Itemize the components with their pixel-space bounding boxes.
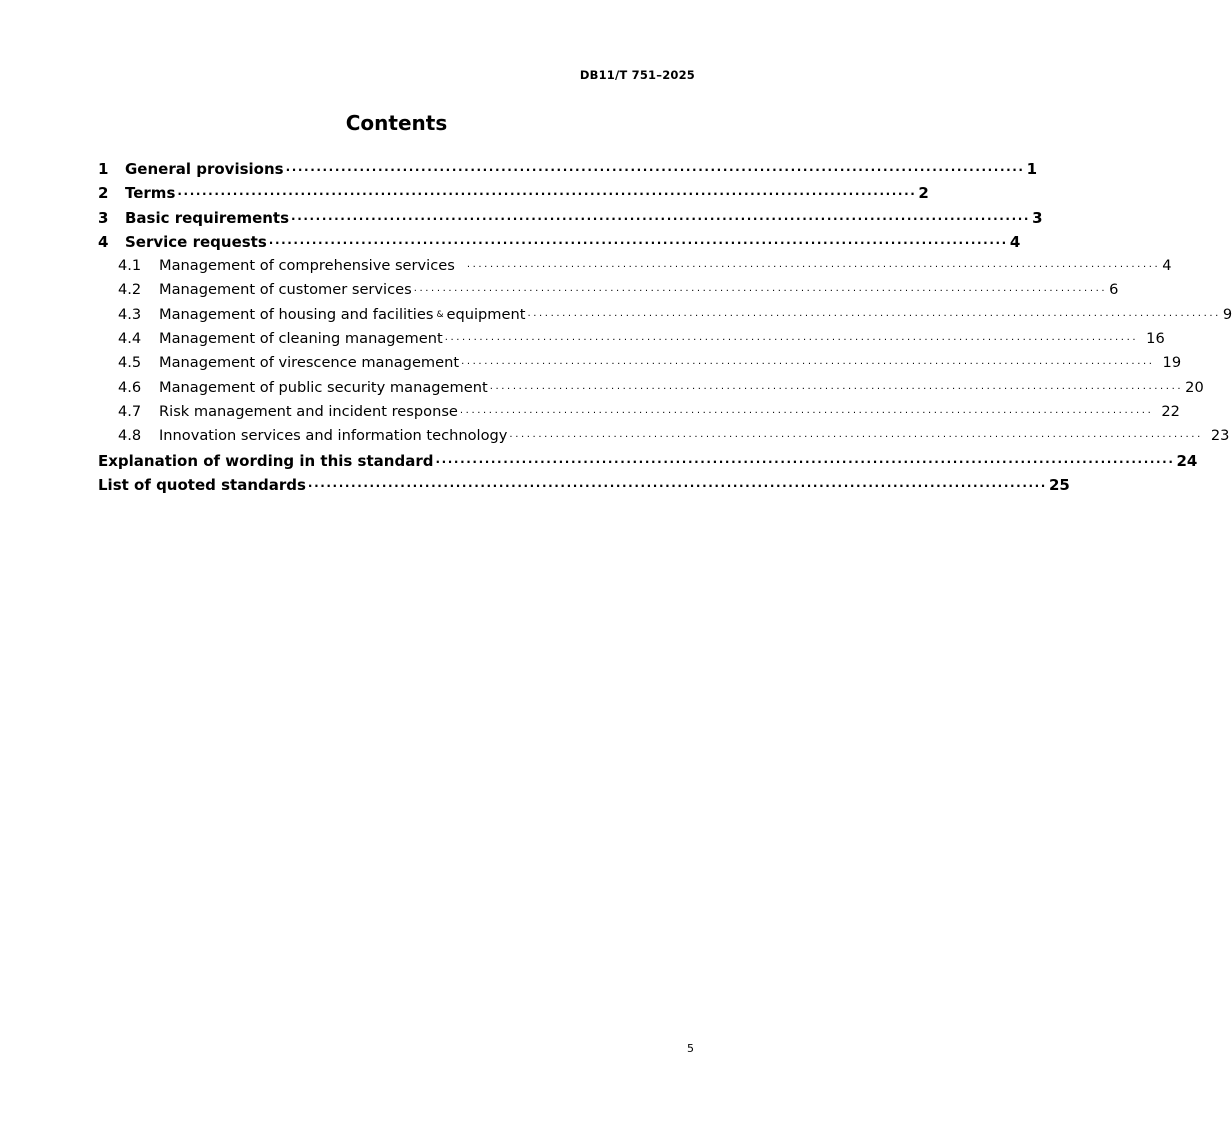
table-of-contents <box>98 157 1232 497</box>
toc-entry-page: 22 <box>1161 402 1180 420</box>
toc-entry-title: Management of public security management <box>159 378 488 396</box>
toc-entry-title: Terms <box>125 184 176 203</box>
toc-entry-page: 4 <box>1009 232 1021 251</box>
toc-entry-title: Management of cleaning management <box>159 330 443 348</box>
toc-entry-4-3[interactable] <box>98 303 1232 327</box>
toc-entry-page: 20 <box>1185 378 1204 396</box>
toc-leader-dots: ························································································································ <box>459 407 1154 419</box>
toc-entry-basic-requirements[interactable] <box>98 206 1043 230</box>
toc-leader-dots: ························································································································ <box>268 235 1008 250</box>
toc-leader-dots: ························································································································ <box>285 163 1025 177</box>
toc-entry-number: 2 <box>98 184 109 203</box>
toc-entry-number: 4.2 <box>118 281 142 299</box>
toc-entry-number: 4.3 <box>118 305 142 323</box>
toc-entry-title: Basic requirements <box>125 208 290 227</box>
toc-entry-number: 4 <box>98 232 109 251</box>
toc-entry-page: 25 <box>1048 475 1070 494</box>
toc-entry-number: 4.8 <box>118 427 142 445</box>
toc-entry-title-part: equipment <box>446 305 526 323</box>
toc-entry-list-of-quoted-standards[interactable] <box>98 473 1070 497</box>
toc-entry-title: Management of customer services <box>159 281 412 299</box>
toc-entry-title: Management of comprehensive services <box>159 257 455 275</box>
toc-entry-number: 3 <box>98 208 109 227</box>
toc-entry-explanation-of-wording[interactable] <box>98 449 1198 473</box>
toc-leader-dots: ························································································································ <box>527 310 1221 322</box>
toc-entry-4-5[interactable] <box>98 351 1182 375</box>
toc-entry-4-7[interactable] <box>98 400 1180 424</box>
toc-leader-dots: ························································································································ <box>435 454 1175 469</box>
toc-entry-title <box>159 303 525 327</box>
toc-leader-dots: ························································································································ <box>509 432 1203 444</box>
toc-entry-number: 4.7 <box>118 402 142 420</box>
toc-entry-title: Innovation services and information technology <box>159 427 508 445</box>
toc-entry-4-1[interactable] <box>98 254 1172 278</box>
toc-entry-terms[interactable] <box>98 181 929 205</box>
toc-leader-dots: ························································································································ <box>461 359 1155 371</box>
page-title: Contents <box>345 111 448 135</box>
toc-leader-dots: ························································································································ <box>177 187 917 202</box>
page-number: 5 <box>687 1042 694 1055</box>
toc-entry-title: Explanation of wording in this standard <box>98 451 434 470</box>
toc-entry-number: 4.6 <box>118 378 142 396</box>
toc-entry-page: 16 <box>1146 330 1165 348</box>
toc-entry-page: 6 <box>1109 281 1119 299</box>
toc-leader-dots: ························································································································ <box>291 211 1031 226</box>
toc-entry-4-8[interactable] <box>98 424 1230 448</box>
toc-leader-dots: ························································································································ <box>489 383 1184 395</box>
toc-entry-title: Risk management and incident response <box>159 402 458 420</box>
toc-entry-title: General provisions <box>125 160 284 178</box>
toc-leader-dots: ························································································································ <box>466 262 1161 274</box>
toc-entry-number: 4.1 <box>118 257 142 275</box>
toc-entry-title: Management of virescence management <box>159 354 460 372</box>
toc-entry-4-2[interactable] <box>98 278 1119 302</box>
toc-entry-number: 4.4 <box>118 330 142 348</box>
toc-entry-page: 2 <box>918 184 929 203</box>
toc-entry-service-requests[interactable] <box>98 230 1021 254</box>
toc-leader-dots: ························································································································ <box>307 478 1047 493</box>
document-code: DB11/T 751–2025 <box>579 68 695 82</box>
toc-entry-page: 3 <box>1032 208 1043 227</box>
toc-entry-4-4[interactable] <box>98 327 1165 351</box>
toc-entry-title: Service requests <box>125 232 267 251</box>
toc-entry-page: 24 <box>1176 451 1198 470</box>
toc-leader-dots: ························································································································ <box>444 335 1139 347</box>
toc-entry-page: 4 <box>1162 257 1172 275</box>
toc-leader-dots: ························································································································ <box>413 286 1108 298</box>
toc-entry-title: List of quoted standards <box>98 475 306 494</box>
toc-entry-page: 1 <box>1026 160 1038 178</box>
toc-entry-page: 19 <box>1162 354 1182 372</box>
toc-entry-general-provisions[interactable] <box>98 157 1038 181</box>
toc-entry-title-part: Management of housing and facilities <box>159 305 434 323</box>
ampersand-glyph: & <box>436 309 444 320</box>
toc-entry-number: 4.5 <box>118 354 142 372</box>
toc-entry-number: 1 <box>98 160 109 178</box>
toc-entry-page: 9 <box>1222 305 1232 323</box>
toc-entry-4-6[interactable] <box>98 376 1204 400</box>
toc-entry-page: 23 <box>1210 427 1230 445</box>
